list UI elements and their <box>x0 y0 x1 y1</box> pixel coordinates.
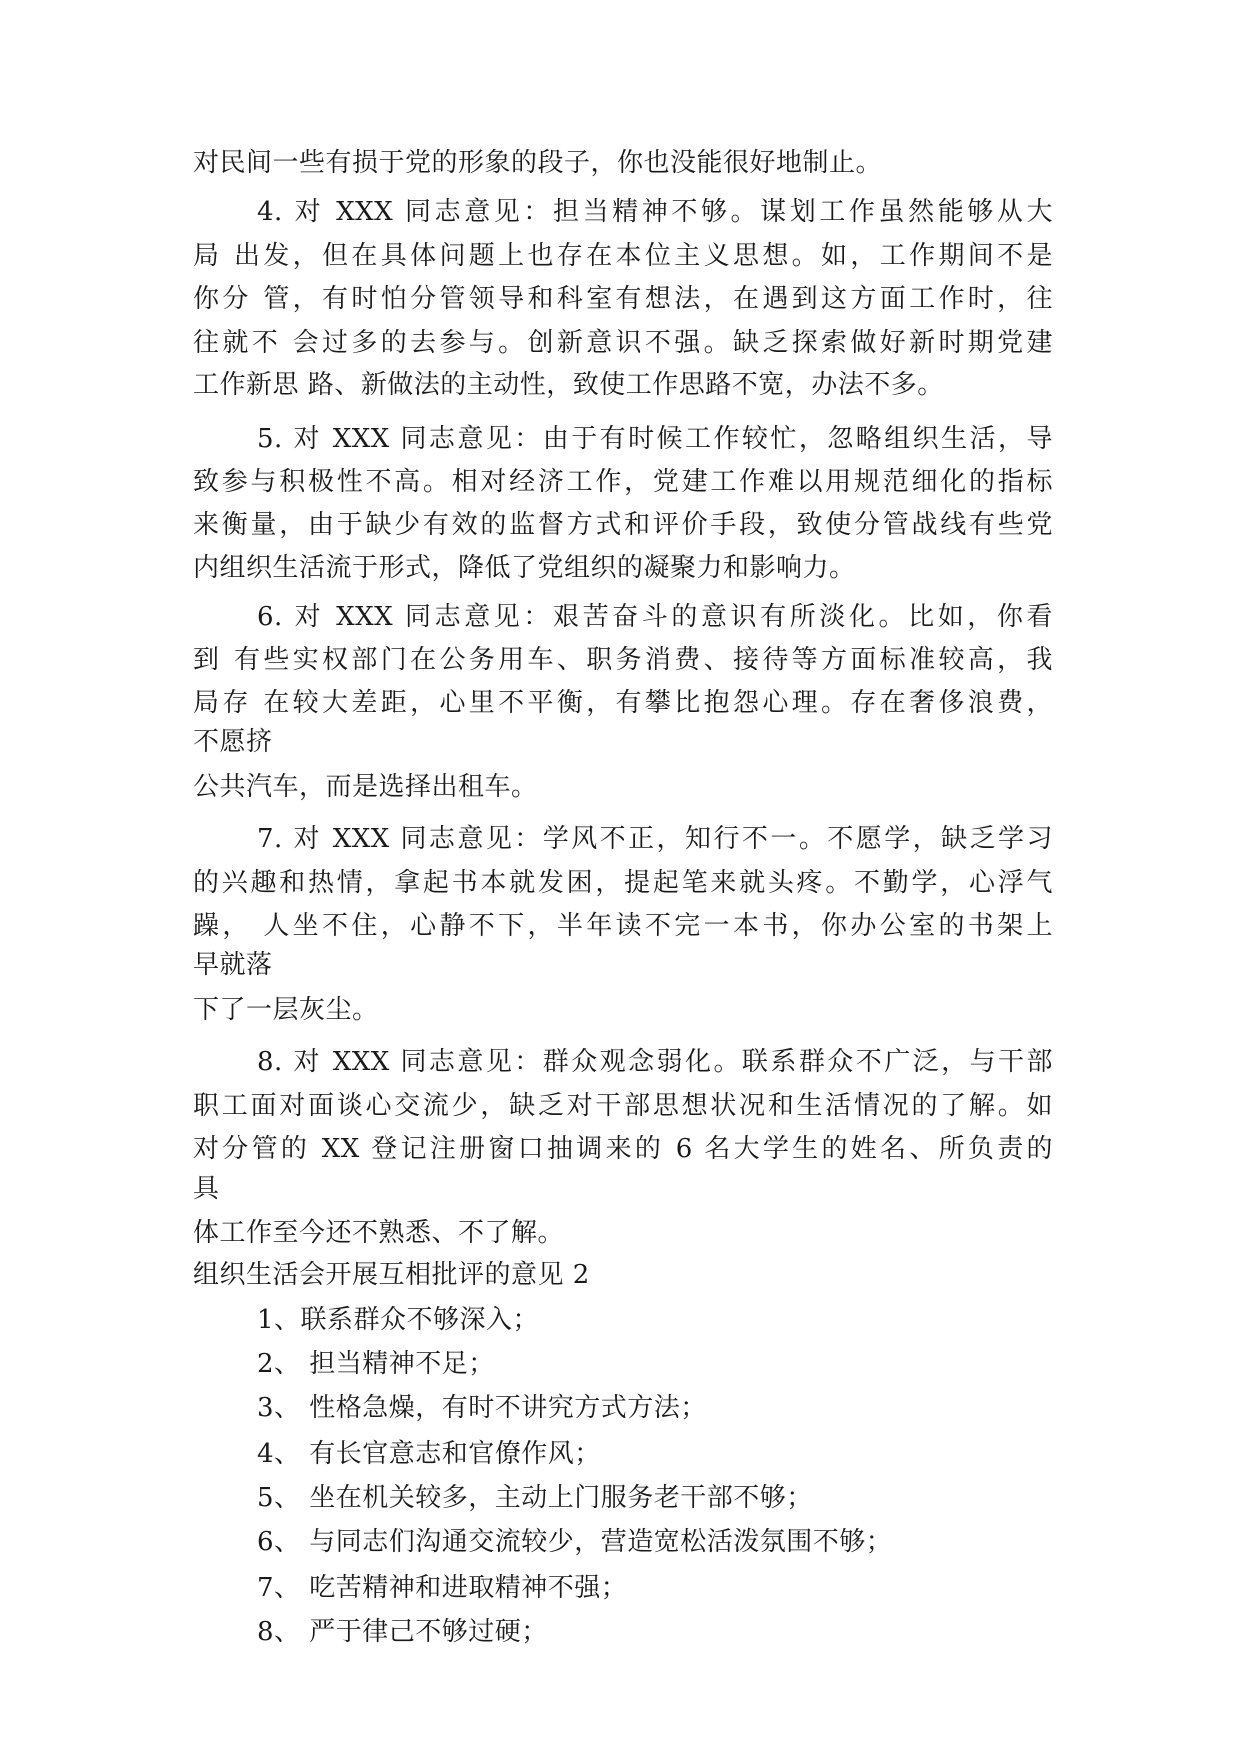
text-line: 下了一层灰尘。 <box>193 995 379 1025</box>
list-item: 5、 坐在机关较多，主动上门服务老干部不够； <box>257 1483 813 1513</box>
text-line: 公共汽车，而是选择出租车。 <box>193 772 538 802</box>
text-line: 往就不 会过多的去参与。创新意识不强。缺乏探索做好新时期党建 <box>193 328 1053 358</box>
section-heading: 组织生活会开展互相批评的意见 2 <box>193 1260 590 1290</box>
list-item: 1、联系群众不够深入； <box>257 1305 540 1335</box>
text-line: 致参与积极性不高。相对经济工作，党建工作难以用规范细化的指标 <box>193 467 1053 497</box>
text-line: 8. 对 XXX 同志意见：群众观念弱化。联系群众不广泛，与干部 <box>257 1047 1053 1077</box>
text-line: 5. 对 XXX 同志意见：由于有时候工作较忙，忽略组织生活，导 <box>257 424 1053 454</box>
text-line: 体工作至今还不熟悉、不了解。 <box>193 1218 565 1248</box>
text-line: 到 有些实权部门在公务用车、职务消费、接待等方面标准较高，我 <box>193 645 1053 675</box>
text-line: 6. 对 XXX 同志意见：艰苦奋斗的意识有所淡化。比如，你看 <box>257 602 1053 632</box>
list-item: 4、 有长官意志和官僚作风； <box>257 1439 601 1469</box>
list-item: 3、 性格急燥，有时不讲究方式方法； <box>257 1393 707 1423</box>
text-line: 你分 管，有时怕分管领导和科室有想法，在遇到这方面工作时，往 <box>193 284 1053 314</box>
text-line: 7. 对 XXX 同志意见：学风不正，知行不一。不愿学，缺乏学习 <box>257 824 1053 854</box>
list-item: 7、 吃苦精神和进取精神不强； <box>257 1573 628 1603</box>
text-line: 的兴趣和热情，拿起书本就发困，提起笔来就头疼。不勤学，心浮气 <box>193 868 1053 898</box>
text-line: 躁， 人坐不住，心静不下，半年读不完一本书，你办公室的书架上 <box>193 911 1053 941</box>
text-line: 对民间一些有损于党的形象的段子，你也没能很好地制止。 <box>193 148 883 178</box>
list-item: 2、 担当精神不足； <box>257 1349 495 1379</box>
text-line: 4. 对 XXX 同志意见：担当精神不够。谋划工作虽然能够从大 <box>257 197 1053 227</box>
text-line: 不愿挤 <box>193 727 273 757</box>
text-line: 局 出发，但在具体问题上也存在本位主义思想。如，工作期间不是 <box>193 241 1053 271</box>
text-line: 具 <box>193 1174 220 1204</box>
text-line: 早就落 <box>193 950 273 980</box>
text-line: 内组织生活流于形式，降低了党组织的凝聚力和影响力。 <box>193 553 856 583</box>
text-line: 对分管的 XX 登记注册窗口抽调来的 6 名大学生的姓名、所负责的 <box>193 1134 1053 1164</box>
list-item: 6、 与同志们沟通交流较少，营造宽松活泼氛围不够； <box>257 1527 893 1557</box>
text-line: 工作新思 路、新做法的主动性，致使工作思路不宽，办法不多。 <box>193 370 944 400</box>
list-item: 8、 严于律己不够过硬； <box>257 1617 548 1647</box>
text-line: 局存 在较大差距，心里不平衡，有攀比抱怨心理。存在奢侈浪费， <box>193 688 1053 718</box>
text-line: 来衡量，由于缺少有效的监督方式和评价手段，致使分管战线有些党 <box>193 510 1053 540</box>
text-line: 职工面对面谈心交流少，缺乏对干部思想状况和生活情况的了解。如 <box>193 1091 1053 1121</box>
